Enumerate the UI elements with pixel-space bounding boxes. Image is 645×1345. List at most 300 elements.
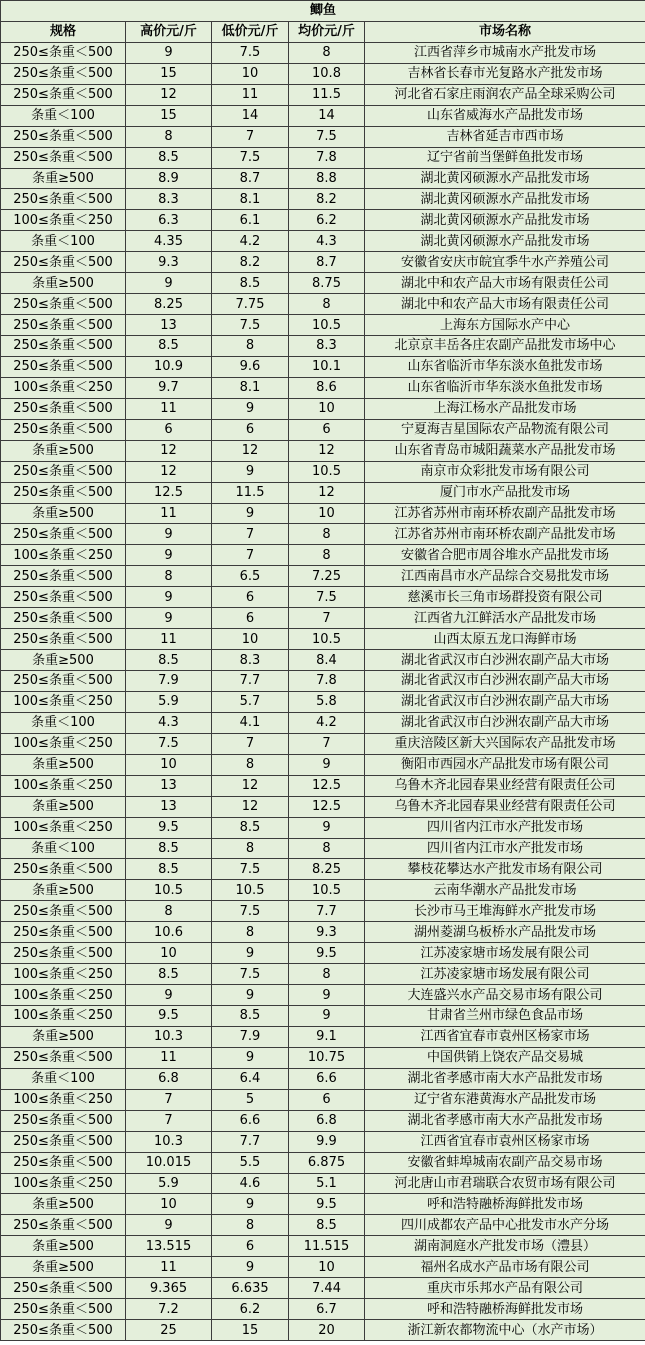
table-row	[1, 231, 645, 252]
table-row	[1, 398, 645, 419]
cell-low-price: 9.6	[212, 356, 289, 377]
table-row	[1, 796, 645, 817]
cell-spec: 100≤条重＜250	[1, 817, 126, 838]
cell-market: 江苏省苏州市南环桥农副产品批发市场	[365, 503, 645, 524]
cell-avg-price: 8	[289, 294, 365, 315]
cell-low-price: 7.5	[212, 964, 289, 985]
table-row	[1, 733, 645, 754]
title-row	[1, 1, 645, 22]
cell-low-price: 8.5	[212, 1006, 289, 1027]
table-row	[1, 1257, 645, 1278]
table-row	[1, 775, 645, 796]
cell-high-price: 9.5	[126, 817, 212, 838]
cell-high-price: 6.3	[126, 210, 212, 231]
cell-high-price: 5.9	[126, 1173, 212, 1194]
cell-avg-price: 5.8	[289, 691, 365, 712]
cell-high-price: 11	[126, 1257, 212, 1278]
cell-high-price: 12.5	[126, 482, 212, 503]
cell-low-price: 5.5	[212, 1152, 289, 1173]
table-row	[1, 482, 645, 503]
cell-market: 四川省内江市水产批发市场	[365, 817, 645, 838]
cell-high-price: 9	[126, 985, 212, 1006]
cell-avg-price: 6.7	[289, 1299, 365, 1320]
cell-high-price: 6	[126, 419, 212, 440]
cell-market: 湖州菱湖乌板桥水产品批发市场	[365, 922, 645, 943]
table-row	[1, 545, 645, 566]
cell-low-price: 14	[212, 105, 289, 126]
cell-low-price: 6.6	[212, 1110, 289, 1131]
cell-low-price: 4.1	[212, 712, 289, 733]
cell-spec: 250≤条重＜500	[1, 901, 126, 922]
cell-avg-price: 6	[289, 419, 365, 440]
cell-spec: 条重＜100	[1, 1068, 126, 1089]
cell-avg-price: 7.25	[289, 566, 365, 587]
cell-high-price: 8.5	[126, 964, 212, 985]
cell-market: 江苏凌家塘市场发展有限公司	[365, 943, 645, 964]
cell-high-price: 10.6	[126, 922, 212, 943]
table-row	[1, 356, 645, 377]
cell-low-price: 7.5	[212, 315, 289, 336]
table-row	[1, 629, 645, 650]
cell-high-price: 9.7	[126, 377, 212, 398]
cell-market: 安徽省合肥市周谷堆水产品批发市场	[365, 545, 645, 566]
cell-low-price: 8	[212, 336, 289, 357]
table-row	[1, 650, 645, 671]
cell-market: 湖北省武汉市白沙洲农副产品大市场	[365, 650, 645, 671]
cell-avg-price: 10	[289, 1257, 365, 1278]
cell-avg-price: 10	[289, 398, 365, 419]
table-row	[1, 964, 645, 985]
cell-high-price: 5.9	[126, 691, 212, 712]
cell-avg-price: 7	[289, 733, 365, 754]
cell-high-price: 9	[126, 1215, 212, 1236]
cell-avg-price: 8	[289, 42, 365, 63]
cell-market: 辽宁省前当堡鲜鱼批发市场	[365, 147, 645, 168]
cell-spec: 条重＜100	[1, 712, 126, 733]
table-row	[1, 1278, 645, 1299]
cell-avg-price: 8.7	[289, 252, 365, 273]
cell-market: 上海江杨水产品批发市场	[365, 398, 645, 419]
cell-spec: 100≤条重＜250	[1, 733, 126, 754]
cell-low-price: 11.5	[212, 482, 289, 503]
cell-avg-price: 9	[289, 817, 365, 838]
cell-spec: 条重≥500	[1, 754, 126, 775]
cell-avg-price: 6	[289, 1089, 365, 1110]
cell-market: 江西省宜春市袁州区杨家市场	[365, 1026, 645, 1047]
cell-spec: 条重≥500	[1, 273, 126, 294]
cell-spec: 条重≥500	[1, 503, 126, 524]
table-row	[1, 126, 645, 147]
table-row	[1, 273, 645, 294]
table-row	[1, 524, 645, 545]
cell-market: 河北省石家庄雨润农产品全球采购公司	[365, 84, 645, 105]
cell-low-price: 9	[212, 943, 289, 964]
cell-avg-price: 7.8	[289, 671, 365, 692]
cell-avg-price: 8.75	[289, 273, 365, 294]
cell-market: 江苏凌家塘市场发展有限公司	[365, 964, 645, 985]
cell-low-price: 8	[212, 1215, 289, 1236]
cell-avg-price: 8	[289, 838, 365, 859]
cell-low-price: 4.2	[212, 231, 289, 252]
table-row	[1, 880, 645, 901]
cell-avg-price: 9.9	[289, 1131, 365, 1152]
cell-low-price: 7.7	[212, 1131, 289, 1152]
cell-avg-price: 6.6	[289, 1068, 365, 1089]
cell-high-price: 9	[126, 608, 212, 629]
cell-low-price: 7.7	[212, 671, 289, 692]
cell-market: 四川省内江市水产批发市场	[365, 838, 645, 859]
cell-spec: 250≤条重＜500	[1, 587, 126, 608]
cell-avg-price: 8	[289, 524, 365, 545]
cell-high-price: 12	[126, 84, 212, 105]
cell-spec: 条重≥500	[1, 1257, 126, 1278]
cell-avg-price: 8	[289, 964, 365, 985]
cell-low-price: 7.9	[212, 1026, 289, 1047]
table-row	[1, 1089, 645, 1110]
cell-low-price: 6.2	[212, 1299, 289, 1320]
cell-avg-price: 7.5	[289, 126, 365, 147]
cell-avg-price: 10.5	[289, 461, 365, 482]
table-row	[1, 1110, 645, 1131]
table-row	[1, 985, 645, 1006]
cell-low-price: 15	[212, 1320, 289, 1341]
table-row	[1, 315, 645, 336]
cell-high-price: 8.5	[126, 147, 212, 168]
cell-low-price: 7	[212, 524, 289, 545]
cell-low-price: 9	[212, 1047, 289, 1068]
cell-spec: 250≤条重＜500	[1, 147, 126, 168]
cell-market: 山西太原五龙口海鲜市场	[365, 629, 645, 650]
cell-market: 湖北黄冈硕源水产品批发市场	[365, 189, 645, 210]
cell-high-price: 11	[126, 1047, 212, 1068]
cell-spec: 250≤条重＜500	[1, 1278, 126, 1299]
table-row	[1, 147, 645, 168]
cell-market: 慈溪市长三角市场群投资有限公司	[365, 587, 645, 608]
cell-avg-price: 7.7	[289, 901, 365, 922]
cell-spec: 250≤条重＜500	[1, 461, 126, 482]
cell-low-price: 9	[212, 503, 289, 524]
cell-high-price: 13	[126, 796, 212, 817]
cell-low-price: 7.5	[212, 859, 289, 880]
cell-high-price: 8.9	[126, 168, 212, 189]
cell-spec: 250≤条重＜500	[1, 671, 126, 692]
cell-market: 重庆涪陵区新大兴国际农产品批发市场	[365, 733, 645, 754]
cell-market: 山东省青岛市城阳蔬菜水产品批发市场	[365, 440, 645, 461]
cell-avg-price: 8.4	[289, 650, 365, 671]
cell-high-price: 9	[126, 42, 212, 63]
cell-spec: 250≤条重＜500	[1, 922, 126, 943]
cell-market: 呼和浩特融桥海鲜批发市场	[365, 1194, 645, 1215]
header-avg-price: 均价元/斤	[289, 21, 365, 42]
cell-low-price: 7.5	[212, 901, 289, 922]
cell-spec: 250≤条重＜500	[1, 524, 126, 545]
cell-spec: 250≤条重＜500	[1, 63, 126, 84]
cell-high-price: 9.3	[126, 252, 212, 273]
cell-low-price: 8.3	[212, 650, 289, 671]
cell-market: 湖北黄冈硕源水产品批发市场	[365, 210, 645, 231]
header-row	[1, 21, 645, 42]
cell-spec: 条重≥500	[1, 440, 126, 461]
table-body	[1, 42, 645, 1340]
cell-spec: 250≤条重＜500	[1, 315, 126, 336]
cell-market: 湖北省孝感市南大水产品批发市场	[365, 1068, 645, 1089]
cell-low-price: 7	[212, 126, 289, 147]
table-row	[1, 1026, 645, 1047]
cell-avg-price: 6.2	[289, 210, 365, 231]
cell-low-price: 8	[212, 838, 289, 859]
cell-low-price: 8.1	[212, 189, 289, 210]
cell-high-price: 9	[126, 273, 212, 294]
cell-high-price: 13.515	[126, 1236, 212, 1257]
cell-high-price: 25	[126, 1320, 212, 1341]
table-row	[1, 671, 645, 692]
cell-market: 江苏省苏州市南环桥农副产品批发市场	[365, 524, 645, 545]
cell-spec: 条重＜100	[1, 838, 126, 859]
cell-avg-price: 9.3	[289, 922, 365, 943]
cell-avg-price: 12.5	[289, 796, 365, 817]
table-row	[1, 105, 645, 126]
cell-market: 湖北省孝感市南大水产品批发市场	[365, 1110, 645, 1131]
cell-low-price: 10	[212, 63, 289, 84]
cell-low-price: 12	[212, 796, 289, 817]
cell-spec: 条重≥500	[1, 650, 126, 671]
cell-spec: 250≤条重＜500	[1, 1047, 126, 1068]
table-row	[1, 377, 645, 398]
table-row	[1, 84, 645, 105]
cell-avg-price: 6.875	[289, 1152, 365, 1173]
cell-avg-price: 9.5	[289, 1194, 365, 1215]
cell-low-price: 6	[212, 587, 289, 608]
cell-spec: 250≤条重＜500	[1, 1152, 126, 1173]
cell-market: 湖北中和农产品大市场有限责任公司	[365, 273, 645, 294]
cell-low-price: 7	[212, 545, 289, 566]
cell-low-price: 11	[212, 84, 289, 105]
cell-avg-price: 11.5	[289, 84, 365, 105]
cell-market: 四川成都农产品中心批发市水产分场	[365, 1215, 645, 1236]
cell-spec: 250≤条重＜500	[1, 629, 126, 650]
cell-avg-price: 20	[289, 1320, 365, 1341]
cell-high-price: 8.3	[126, 189, 212, 210]
cell-market: 云南华潮水产品批发市场	[365, 880, 645, 901]
cell-low-price: 9	[212, 1194, 289, 1215]
cell-spec: 250≤条重＜500	[1, 126, 126, 147]
table-row	[1, 587, 645, 608]
cell-spec: 100≤条重＜250	[1, 377, 126, 398]
cell-spec: 250≤条重＜500	[1, 84, 126, 105]
table-row	[1, 42, 645, 63]
cell-avg-price: 9.1	[289, 1026, 365, 1047]
table-row	[1, 419, 645, 440]
cell-spec: 250≤条重＜500	[1, 398, 126, 419]
cell-low-price: 8	[212, 754, 289, 775]
table-row	[1, 336, 645, 357]
cell-high-price: 10.015	[126, 1152, 212, 1173]
cell-high-price: 8.5	[126, 838, 212, 859]
cell-high-price: 9.5	[126, 1006, 212, 1027]
cell-low-price: 12	[212, 440, 289, 461]
cell-avg-price: 4.2	[289, 712, 365, 733]
cell-high-price: 15	[126, 63, 212, 84]
cell-avg-price: 5.1	[289, 1173, 365, 1194]
table-row	[1, 294, 645, 315]
table-row	[1, 252, 645, 273]
cell-high-price: 7	[126, 1089, 212, 1110]
cell-high-price: 10	[126, 1194, 212, 1215]
cell-low-price: 6.5	[212, 566, 289, 587]
cell-market: 辽宁省东港黄海水产品批发市场	[365, 1089, 645, 1110]
cell-low-price: 5.7	[212, 691, 289, 712]
cell-low-price: 8.1	[212, 377, 289, 398]
cell-avg-price: 10.5	[289, 315, 365, 336]
cell-low-price: 8	[212, 922, 289, 943]
cell-avg-price: 8.6	[289, 377, 365, 398]
table-row	[1, 922, 645, 943]
cell-high-price: 11	[126, 503, 212, 524]
cell-low-price: 9	[212, 398, 289, 419]
cell-high-price: 9.365	[126, 1278, 212, 1299]
cell-avg-price: 12	[289, 482, 365, 503]
table-row	[1, 754, 645, 775]
cell-high-price: 4.3	[126, 712, 212, 733]
table-row	[1, 1299, 645, 1320]
cell-avg-price: 11.515	[289, 1236, 365, 1257]
cell-high-price: 4.35	[126, 231, 212, 252]
cell-avg-price: 8	[289, 545, 365, 566]
cell-market: 江西省宜春市袁州区杨家市场	[365, 1131, 645, 1152]
table-row	[1, 1236, 645, 1257]
cell-market: 山东省临沂市华东淡水鱼批发市场	[365, 356, 645, 377]
cell-market: 福州名成水产品市场有限公司	[365, 1257, 645, 1278]
cell-avg-price: 6.8	[289, 1110, 365, 1131]
cell-high-price: 7	[126, 1110, 212, 1131]
cell-avg-price: 7.5	[289, 587, 365, 608]
cell-avg-price: 9	[289, 1006, 365, 1027]
table-row	[1, 1131, 645, 1152]
cell-spec: 条重＜100	[1, 231, 126, 252]
cell-high-price: 8.25	[126, 294, 212, 315]
cell-avg-price: 8.5	[289, 1215, 365, 1236]
cell-avg-price: 9	[289, 754, 365, 775]
cell-spec: 250≤条重＜500	[1, 608, 126, 629]
cell-low-price: 10.5	[212, 880, 289, 901]
cell-high-price: 6.8	[126, 1068, 212, 1089]
cell-avg-price: 8.2	[289, 189, 365, 210]
cell-avg-price: 10.8	[289, 63, 365, 84]
cell-market: 湖北黄冈硕源水产品批发市场	[365, 168, 645, 189]
cell-high-price: 10.5	[126, 880, 212, 901]
cell-low-price: 7.75	[212, 294, 289, 315]
cell-spec: 条重≥500	[1, 880, 126, 901]
cell-avg-price: 12.5	[289, 775, 365, 796]
cell-high-price: 10.9	[126, 356, 212, 377]
cell-avg-price: 8.3	[289, 336, 365, 357]
cell-market: 湖北中和农产品大市场有限责任公司	[365, 294, 645, 315]
table-row	[1, 943, 645, 964]
table-row	[1, 1047, 645, 1068]
cell-market: 湖南洞庭水产批发市场（澧县）	[365, 1236, 645, 1257]
cell-high-price: 11	[126, 398, 212, 419]
cell-avg-price: 9	[289, 985, 365, 1006]
cell-low-price: 7.5	[212, 147, 289, 168]
table-row	[1, 1152, 645, 1173]
cell-spec: 条重≥500	[1, 1236, 126, 1257]
cell-low-price: 6.4	[212, 1068, 289, 1089]
cell-market: 安徽省安庆市皖宜季牛水产养殖公司	[365, 252, 645, 273]
cell-market: 上海东方国际水产中心	[365, 315, 645, 336]
cell-high-price: 9	[126, 545, 212, 566]
cell-avg-price: 4.3	[289, 231, 365, 252]
cell-spec: 250≤条重＜500	[1, 1320, 126, 1341]
table-row	[1, 691, 645, 712]
cell-market: 甘肃省兰州市绿色食品市场	[365, 1006, 645, 1027]
cell-market: 呼和浩特融桥海鲜批发市场	[365, 1299, 645, 1320]
cell-high-price: 15	[126, 105, 212, 126]
cell-market: 江西省九江鲜活水产品批发市场	[365, 608, 645, 629]
cell-spec: 条重＜100	[1, 105, 126, 126]
cell-market: 吉林省长春市光复路水产批发市场	[365, 63, 645, 84]
table-row	[1, 1215, 645, 1236]
cell-spec: 100≤条重＜250	[1, 691, 126, 712]
cell-market: 长沙市马王堆海鲜水产批发市场	[365, 901, 645, 922]
cell-market: 山东省威海水产品批发市场	[365, 105, 645, 126]
cell-low-price: 5	[212, 1089, 289, 1110]
table-row	[1, 168, 645, 189]
table-row	[1, 1173, 645, 1194]
cell-low-price: 7	[212, 733, 289, 754]
cell-market: 厦门市水产品批发市场	[365, 482, 645, 503]
cell-low-price: 8.5	[212, 817, 289, 838]
cell-high-price: 8	[126, 566, 212, 587]
cell-high-price: 7.9	[126, 671, 212, 692]
cell-high-price: 10	[126, 754, 212, 775]
cell-high-price: 13	[126, 775, 212, 796]
cell-market: 浙江新农都物流中心（水产市场）	[365, 1320, 645, 1341]
table-row	[1, 440, 645, 461]
cell-low-price: 8.5	[212, 273, 289, 294]
cell-high-price: 7.2	[126, 1299, 212, 1320]
cell-market: 江西省萍乡市城南水产批发市场	[365, 42, 645, 63]
cell-low-price: 6.635	[212, 1278, 289, 1299]
cell-spec: 100≤条重＜250	[1, 1006, 126, 1027]
cell-avg-price: 9.5	[289, 943, 365, 964]
cell-spec: 250≤条重＜500	[1, 1110, 126, 1131]
cell-market: 湖北省武汉市白沙洲农副产品大市场	[365, 712, 645, 733]
cell-spec: 100≤条重＜250	[1, 964, 126, 985]
cell-avg-price: 8.25	[289, 859, 365, 880]
cell-spec: 250≤条重＜500	[1, 419, 126, 440]
cell-spec: 250≤条重＜500	[1, 42, 126, 63]
cell-avg-price: 10	[289, 503, 365, 524]
cell-spec: 250≤条重＜500	[1, 566, 126, 587]
header-low-price: 低价元/斤	[212, 21, 289, 42]
cell-low-price: 8.2	[212, 252, 289, 273]
table-row	[1, 608, 645, 629]
table-row	[1, 63, 645, 84]
cell-spec: 250≤条重＜500	[1, 943, 126, 964]
cell-spec: 250≤条重＜500	[1, 356, 126, 377]
cell-high-price: 12	[126, 440, 212, 461]
cell-high-price: 10	[126, 943, 212, 964]
cell-spec: 250≤条重＜500	[1, 189, 126, 210]
header-spec: 规格	[1, 21, 126, 42]
cell-market: 乌鲁木齐北园春果业经营有限责任公司	[365, 775, 645, 796]
cell-high-price: 9	[126, 524, 212, 545]
cell-market: 河北唐山市君瑞联合农贸市场有限公司	[365, 1173, 645, 1194]
cell-spec: 条重≥500	[1, 796, 126, 817]
cell-market: 湖北省武汉市白沙洲农副产品大市场	[365, 691, 645, 712]
table-row	[1, 838, 645, 859]
cell-avg-price: 7	[289, 608, 365, 629]
